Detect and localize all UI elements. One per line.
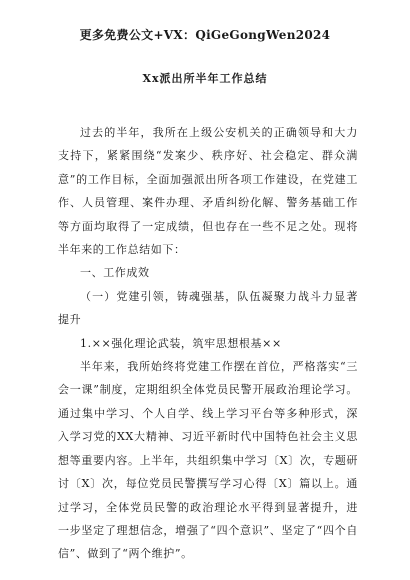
item-paragraph: 半年来，我所始终将党建工作摆在首位，严格落实“三会一课”制度，定期组织全体党员民警开展政治理论学习。通过集中学习、个人自学、线上学习平台等多种形式，深入学习党的XX大精神、习近平新时代中国特色社会主义思想等重要内容。上半年，共组织集中学习〔X〕次，专题研讨〔X〕次，每位党员民警撰写学习心得〔X〕篇以上。通过学习，全体党员民警的政治理论水平得到显著提升，进一步坚定了理想信念，增强了“四个意识”、坚定了“四个自信”、做到了“两个维护”。 (58, 360, 358, 561)
watermark-text: 更多免费公文+VX：QiGeGongWen2024 (79, 28, 331, 42)
section-heading: 一、工作成效 (80, 266, 150, 280)
page-title: Xx派出所半年工作总结 (142, 72, 268, 85)
intro-paragraph: 过去的半年，我所在上级公安机关的正确领导和大力支持下，紧紧围绕“发案少、秩序好、社会稳定、群众满意”的工作目标，全面加强派出所各项工作建设，在党建工作、人员管理、案件办理、矛盾纠纷化解、警务基础工作等方面均取得了一定成绩，但也存在一些不足之处。现将半年来的工作总结如下： (58, 126, 358, 257)
document-body (58, 121, 358, 566)
subsection-heading: （一）党建引领，铸魂强基，队伍凝聚力战斗力显著提升 (58, 289, 358, 327)
item-heading: 1.××强化理论武装，筑牢思想根基×× (80, 336, 282, 350)
